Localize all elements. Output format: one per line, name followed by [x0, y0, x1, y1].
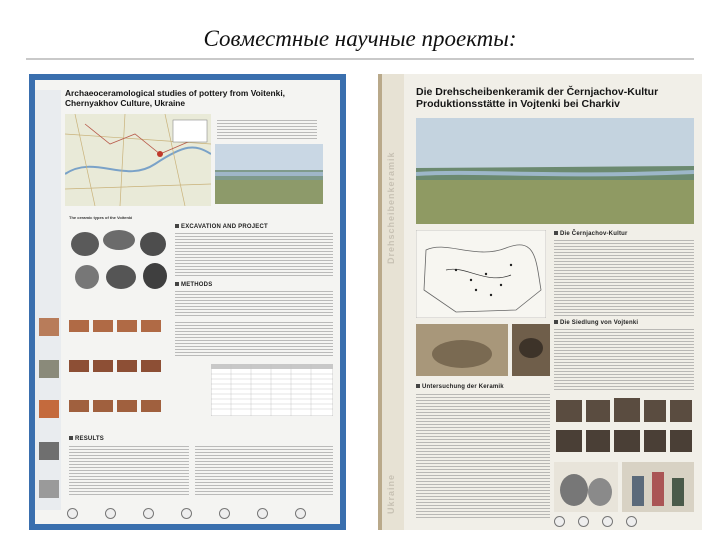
sherd-text: [175, 322, 333, 358]
poster-english-panel: [35, 80, 340, 524]
excavation-photo: [416, 324, 508, 376]
poster-side-label: Drehscheibenkeramik: [386, 151, 396, 264]
logo-icon: [105, 508, 116, 519]
partner-logos: [554, 516, 694, 528]
partner-logos: [67, 508, 337, 520]
pottery-types-photo: [67, 222, 171, 292]
logo-icon: [67, 508, 78, 519]
sample-thumb-1: [39, 318, 59, 336]
sample-thumb-5: [39, 480, 59, 498]
logo-icon: [219, 508, 230, 519]
poster-german: [378, 74, 702, 530]
study-text: [416, 394, 550, 518]
section-methods: METHODS: [175, 282, 212, 288]
site-map: [65, 114, 211, 206]
logo-icon: [295, 508, 306, 519]
excavation-text: [175, 233, 333, 277]
settlement-text: [554, 329, 694, 391]
sherd-photos: [554, 396, 694, 456]
sample-thumb-4: [39, 442, 59, 460]
slide-title: Совместные научные проекты:: [203, 26, 517, 51]
poster-side-label-bottom: Ukraine: [386, 473, 396, 514]
results-text-1: [69, 446, 189, 496]
logo-icon: [626, 516, 637, 527]
landscape-photo: [215, 144, 323, 204]
data-table: [211, 364, 333, 416]
kiln-photo: [512, 324, 550, 376]
landscape-photo-large: [416, 118, 694, 224]
poster-english: [29, 74, 346, 530]
section-settlement: Die Siedlung von Vojtenki: [554, 320, 638, 326]
culture-text: [554, 240, 694, 316]
results-text-2: [195, 446, 333, 496]
logo-icon: [143, 508, 154, 519]
poster-german-title-text: Die Drehscheibenkeramik der Černjachov-Kultur Produktionsstätte in Vojtenki bei Charkiv: [416, 86, 659, 110]
poster-side-band: [382, 74, 404, 530]
sample-thumb-2: [39, 360, 59, 378]
title-divider: [26, 58, 694, 60]
logo-icon: [554, 516, 565, 527]
logo-icon: [257, 508, 268, 519]
site-map: [416, 230, 546, 318]
logo-icon: [602, 516, 613, 527]
sample-thumb-3: [39, 400, 59, 418]
ceramic-types-caption: The ceramic types of the Voitenki: [69, 215, 133, 220]
section-culture: Die Černjachov-Kultur: [554, 231, 628, 237]
vessel-photo: [554, 462, 618, 512]
section-study: Untersuchung der Keramik: [416, 384, 504, 390]
section-results: RESULTS: [69, 436, 104, 442]
poster-german-title: [416, 86, 696, 110]
poster-english-title: Archaeoceramological studies of pottery from Voitenki, Chernyakhov Culture, Ukraine: [65, 88, 285, 108]
researchers-photo: [622, 462, 694, 512]
logo-icon: [181, 508, 192, 519]
site-text-block: [217, 120, 317, 140]
section-excavation: EXCAVATION AND PROJECT: [175, 224, 268, 230]
logo-icon: [578, 516, 589, 527]
methods-text: [175, 291, 333, 317]
sherd-grid: [67, 316, 175, 436]
